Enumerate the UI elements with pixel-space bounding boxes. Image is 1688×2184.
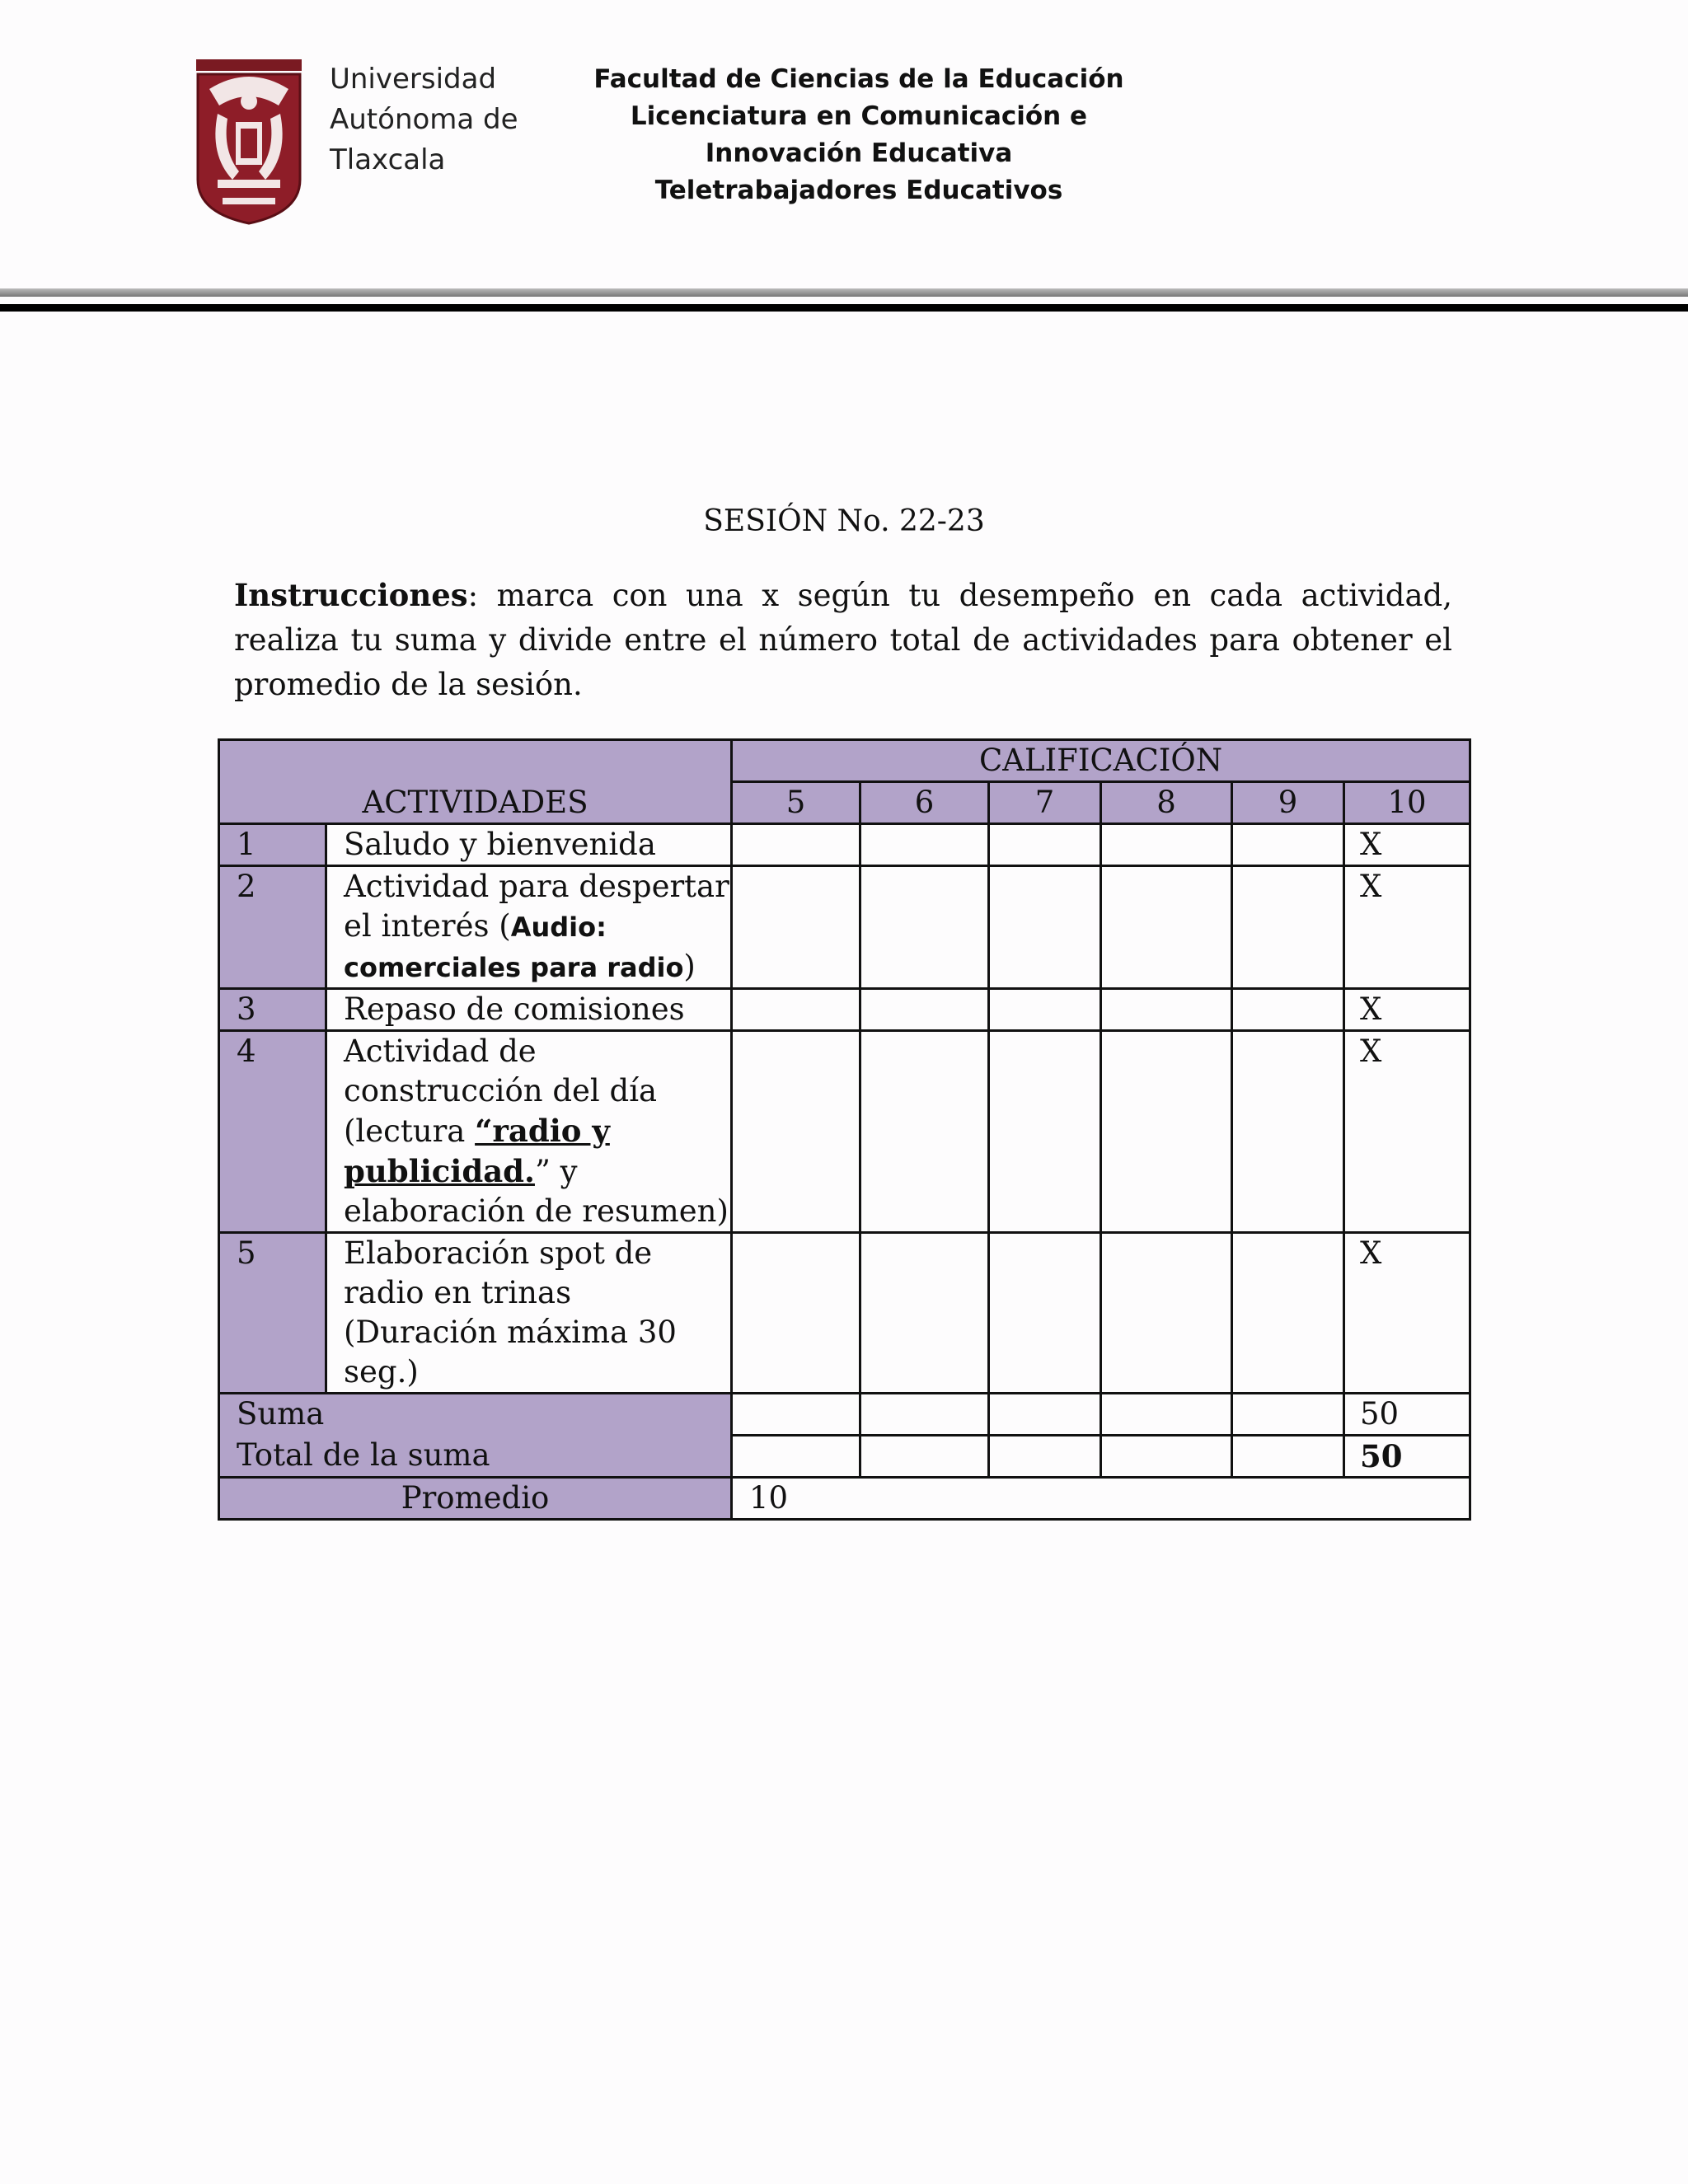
activity-number: 1 (219, 824, 326, 866)
grade-cell-9 (1232, 1031, 1344, 1233)
grade-cell-5 (732, 1233, 860, 1394)
promedio-row (219, 1478, 1470, 1520)
activity-reading-title: “radio y publicidad. (344, 1113, 610, 1189)
grade-cell-6 (860, 989, 989, 1031)
suma-cell-5 (732, 1394, 860, 1436)
grade-cell-8 (1101, 989, 1232, 1031)
grade-cell-5 (732, 1031, 860, 1233)
table-row (219, 866, 1470, 989)
evaluation-table (218, 738, 1471, 1521)
session-title: SESIÓN No. 22-23 (703, 504, 985, 538)
table-row (219, 824, 1470, 866)
university-crest-logo (193, 56, 305, 225)
grade-cell-5 (732, 866, 860, 989)
grade-column-7: 7 (989, 782, 1101, 824)
suma-cell-9 (1232, 1394, 1344, 1436)
activity-number: 4 (219, 1031, 326, 1233)
faculty-line-3: Innovación Educativa (705, 138, 1013, 168)
suma-cell-7 (989, 1394, 1101, 1436)
activity-resource: Audio: comerciales para radio (344, 912, 684, 983)
grade-cell-9 (1232, 989, 1344, 1031)
grade-cell-6 (860, 866, 989, 989)
activity-name: Repaso de comisiones (326, 989, 732, 1031)
grade-cell-9 (1232, 1233, 1344, 1394)
total-cell-9 (1232, 1436, 1344, 1478)
grade-mark-10: X (1344, 1233, 1470, 1394)
grade-cell-5 (732, 824, 860, 866)
total-cell-8 (1101, 1436, 1232, 1478)
university-name (330, 59, 518, 180)
instructions-label: Instrucciones (234, 577, 468, 613)
total-cell-6 (860, 1436, 989, 1478)
activity-number: 3 (219, 989, 326, 1031)
grade-cell-5 (732, 989, 860, 1031)
header-divider-gray (0, 288, 1688, 297)
grade-cell-7 (989, 1233, 1101, 1394)
total-row (219, 1436, 1470, 1478)
faculty-line-1: Facultad de Ciencias de la Educación (593, 64, 1124, 94)
grade-cell-9 (1232, 824, 1344, 866)
grade-cell-7 (989, 989, 1101, 1031)
faculty-heading (544, 61, 1174, 209)
promedio-label: Promedio (219, 1478, 732, 1520)
university-line-2: Autónoma de (330, 103, 518, 136)
table-row (219, 989, 1470, 1031)
activity-number: 5 (219, 1233, 326, 1394)
grade-cell-8 (1101, 1233, 1232, 1394)
grade-mark-10: X (1344, 989, 1470, 1031)
table-row (219, 1233, 1470, 1394)
grade-cell-9 (1232, 866, 1344, 989)
university-line-3: Tlaxcala (330, 143, 446, 176)
activity-text-end: ” y elaboración de resumen) (344, 1154, 729, 1229)
grade-cell-6 (860, 1233, 989, 1394)
suma-cell-6 (860, 1394, 989, 1436)
grade-column-9: 9 (1232, 782, 1344, 824)
grade-column-6: 6 (860, 782, 989, 824)
grade-cell-7 (989, 866, 1101, 989)
instructions-text: : marca con una x según tu desempeño en cada actividad, realiza tu suma y divide entre el número total de actividades para obtener el promedio de la sesión. (234, 578, 1452, 702)
activity-name (326, 1031, 732, 1233)
grade-column-5: 5 (732, 782, 860, 824)
table-row (219, 1031, 1470, 1233)
instructions-paragraph (234, 573, 1452, 707)
grade-mark-10: X (1344, 866, 1470, 989)
activity-text: Actividad de construcción del día (lectura (344, 1033, 658, 1149)
total-label: Total de la suma (219, 1436, 732, 1478)
activity-text-end: ) (683, 949, 696, 984)
grade-header: CALIFICACIÓN (732, 740, 1470, 782)
total-cell-5 (732, 1436, 860, 1478)
total-value: 50 (1344, 1436, 1470, 1478)
grade-cell-8 (1101, 866, 1232, 989)
grade-mark-10: X (1344, 824, 1470, 866)
promedio-value: 10 (732, 1478, 1470, 1520)
activity-name: Elaboración spot de radio en trinas (Duración máxima 30 seg.) (326, 1233, 732, 1394)
activities-header: ACTIVIDADES (219, 740, 732, 824)
activity-text: Actividad para despertar el interés ( (344, 869, 729, 944)
grade-mark-10: X (1344, 1031, 1470, 1233)
activity-name (326, 866, 732, 989)
grade-cell-6 (860, 1031, 989, 1233)
suma-label: Suma (219, 1394, 732, 1436)
faculty-line-4: Teletrabajadores Educativos (654, 176, 1063, 205)
grade-cell-6 (860, 824, 989, 866)
suma-row (219, 1394, 1470, 1436)
activity-name: Saludo y bienvenida (326, 824, 732, 866)
total-cell-7 (989, 1436, 1101, 1478)
university-line-1: Universidad (330, 63, 497, 96)
grade-column-10: 10 (1344, 782, 1470, 824)
suma-value: 50 (1344, 1394, 1470, 1436)
activity-number: 2 (219, 866, 326, 989)
grade-column-8: 8 (1101, 782, 1232, 824)
grade-cell-8 (1101, 1031, 1232, 1233)
suma-cell-8 (1101, 1394, 1232, 1436)
faculty-line-2: Licenciatura en Comunicación e (630, 101, 1088, 131)
grade-cell-8 (1101, 824, 1232, 866)
header-divider-black (0, 304, 1688, 312)
grade-cell-7 (989, 1031, 1101, 1233)
grade-cell-7 (989, 824, 1101, 866)
